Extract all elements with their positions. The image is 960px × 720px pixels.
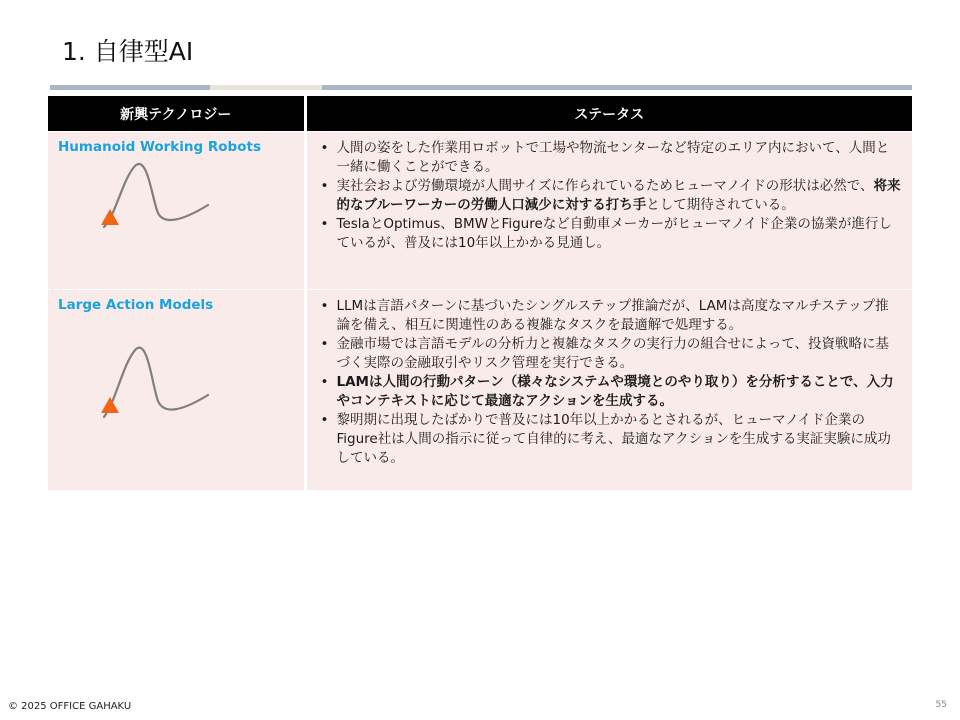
page-title: 1. 自律型AI [62, 37, 194, 66]
hype-position-marker-icon [101, 397, 119, 413]
title-underline-right [322, 85, 912, 90]
status-bullet [319, 373, 903, 411]
hype-cycle-curve-icon [96, 159, 216, 231]
bullet-text: LLMは言語パターンに基づいたシングルステップ推論だが、LAMは高度なマルチステップ推論を備え、相互に関連性のある複雑なタスクを最適解で処理する。 [336, 298, 889, 333]
table-row [48, 290, 912, 491]
status-bullet-list [319, 297, 903, 468]
bullet-text: 実社会および労働環境が人間サイズに作られているためヒューマノイドの形状は必然で、 [336, 178, 874, 194]
hype-position-marker-icon [101, 209, 119, 225]
title-underline [50, 85, 210, 90]
hype-cycle-curve-icon [96, 331, 216, 421]
bullet-text: TeslaとOptimus、BMWとFigureなど自動車メーカーがヒューマノイド企業の協業が進行しているが、普及には10年以上かかる見通し。 [336, 216, 892, 251]
status-cell [305, 290, 912, 491]
status-bullet [319, 177, 903, 215]
bullet-text: として期待されている。 [646, 197, 795, 213]
technology-name: Humanoid Working Robots [58, 139, 261, 155]
header-status: ステータス [305, 96, 912, 132]
hype-curve-line [104, 348, 208, 417]
header-technology: 新興テクノロジー [48, 96, 305, 132]
table-header-row [48, 96, 912, 132]
hype-curve-line [104, 164, 208, 227]
copyright-footer: © 2025 OFFICE GAHAKU [8, 701, 132, 712]
technology-name: Large Action Models [58, 297, 214, 313]
status-bullet [319, 411, 903, 468]
bullet-text: 人間の姿をした作業用ロボットで工場や物流センターなど特定のエリア内において、人間と一緒に働くことができる。 [336, 140, 890, 175]
page-number: 55 [935, 700, 947, 710]
bullet-text: 黎明期に出現したばかりで普及には10年以上かかるとされるが、ヒューマノイド企業のFigure社は人間の指示に従って自律的に考え、最適なアクションを生成する実証実験に成功している。 [336, 412, 891, 466]
status-bullet [319, 297, 903, 335]
technology-cell [48, 290, 305, 491]
table-row [48, 132, 912, 290]
bullet-text-bold: LAMは人間の行動パターン（様々なシステムや環境とのやり取り）を分析することで、入力やコンテキストに応じて最適なアクションを生成する。 [336, 374, 894, 409]
bullet-text: 金融市場では言語モデルの分析力と複雑なタスクの実行力の組合せによって、投資戦略に基づく実際の金融取引やリスク管理を実行できる。 [336, 336, 890, 371]
status-bullet [319, 215, 903, 253]
technology-cell [48, 132, 305, 290]
status-cell [305, 132, 912, 290]
technology-status-table [48, 96, 912, 490]
status-bullet-list [319, 139, 903, 253]
bullet-text-bold: 将来的なブルーワーカーの労働人口減少に対する打ち手 [336, 178, 901, 213]
status-bullet [319, 139, 903, 177]
title-underline-accent [210, 85, 322, 90]
status-bullet [319, 335, 903, 373]
